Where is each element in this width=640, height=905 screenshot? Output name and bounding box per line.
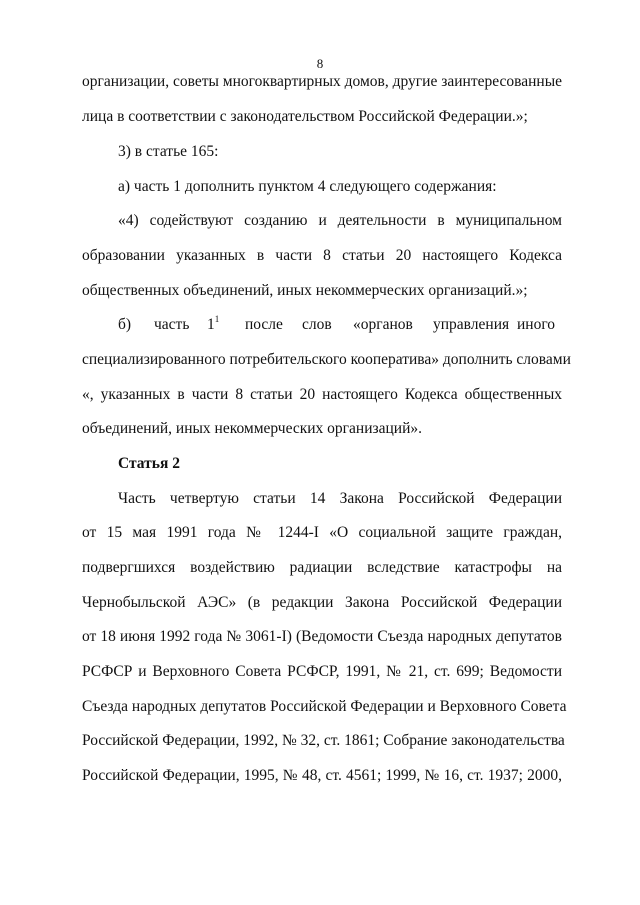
quote-line: общественных объединений, иных некоммерческих организаций.»; <box>82 282 528 299</box>
list-item-a: а) часть 1 дополнить пунктом 4 следующего содержания: <box>118 178 497 195</box>
item-b-word: часть <box>154 316 190 333</box>
paragraph-line: Чернобыльской АЭС» (в редакции Закона Российской Федерации <box>82 594 562 611</box>
paragraph-line: специализированного потребительского кооператива» дополнить словами <box>82 351 571 368</box>
page-number: 8 <box>316 56 324 71</box>
paragraph-line: Российской Федерации, 1992, № 32, ст. 1861; Собрание законодательства <box>82 732 565 749</box>
paragraph-line: объединений, иных некоммерческих организаций». <box>82 420 423 437</box>
item-b-word: иного <box>517 316 556 333</box>
paragraph-line: лица в соответствии с законодательством Российской Федерации.»; <box>82 108 528 125</box>
article-heading: Статья 2 <box>118 455 180 472</box>
paragraph-line: организации, советы многоквартирных домов, другие заинтересованные <box>82 73 562 90</box>
item-b-word: после <box>245 316 283 333</box>
paragraph-line: РСФСР и Верховного Совета РСФСР, 1991, № 21, ст. 699; Ведомости <box>82 663 562 680</box>
item-b-word: управления <box>433 316 510 333</box>
quote-line: образовании указанных в части 8 статьи 20 настоящего Кодекса <box>82 247 562 264</box>
quote-line: «4) содействуют созданию и деятельности в муниципальном <box>118 212 562 229</box>
paragraph-line: Съезда народных депутатов Российской Федерации и Верховного Совета <box>82 698 567 715</box>
paragraph-line: от 18 июня 1992 года № 3061-I) (Ведомости Съезда народных депутатов <box>82 628 562 645</box>
item-b-word: $1^1$ <box>207 314 220 333</box>
item-b-word: «органов <box>353 316 413 333</box>
list-item-3: 3) в статье 165: <box>118 143 219 160</box>
item-b-word: слов <box>302 316 332 333</box>
item-b-word: б) <box>118 316 132 333</box>
paragraph-line: Российской Федерации, 1995, № 48, ст. 4561; 1999, № 16, ст. 1937; 2000, <box>82 767 562 784</box>
paragraph-line: «, указанных в части 8 статьи 20 настоящего Кодекса общественных <box>82 386 562 403</box>
paragraph-line: от 15 мая 1991 года № 1244-I «О социальной защите граждан, <box>82 524 562 541</box>
superscript: 1 <box>214 314 220 324</box>
paragraph-line: подвергшихся воздействию радиации вследствие катастрофы на <box>82 559 562 576</box>
paragraph-line: Часть четвертую статьи 14 Закона Российской Федерации <box>118 490 562 507</box>
